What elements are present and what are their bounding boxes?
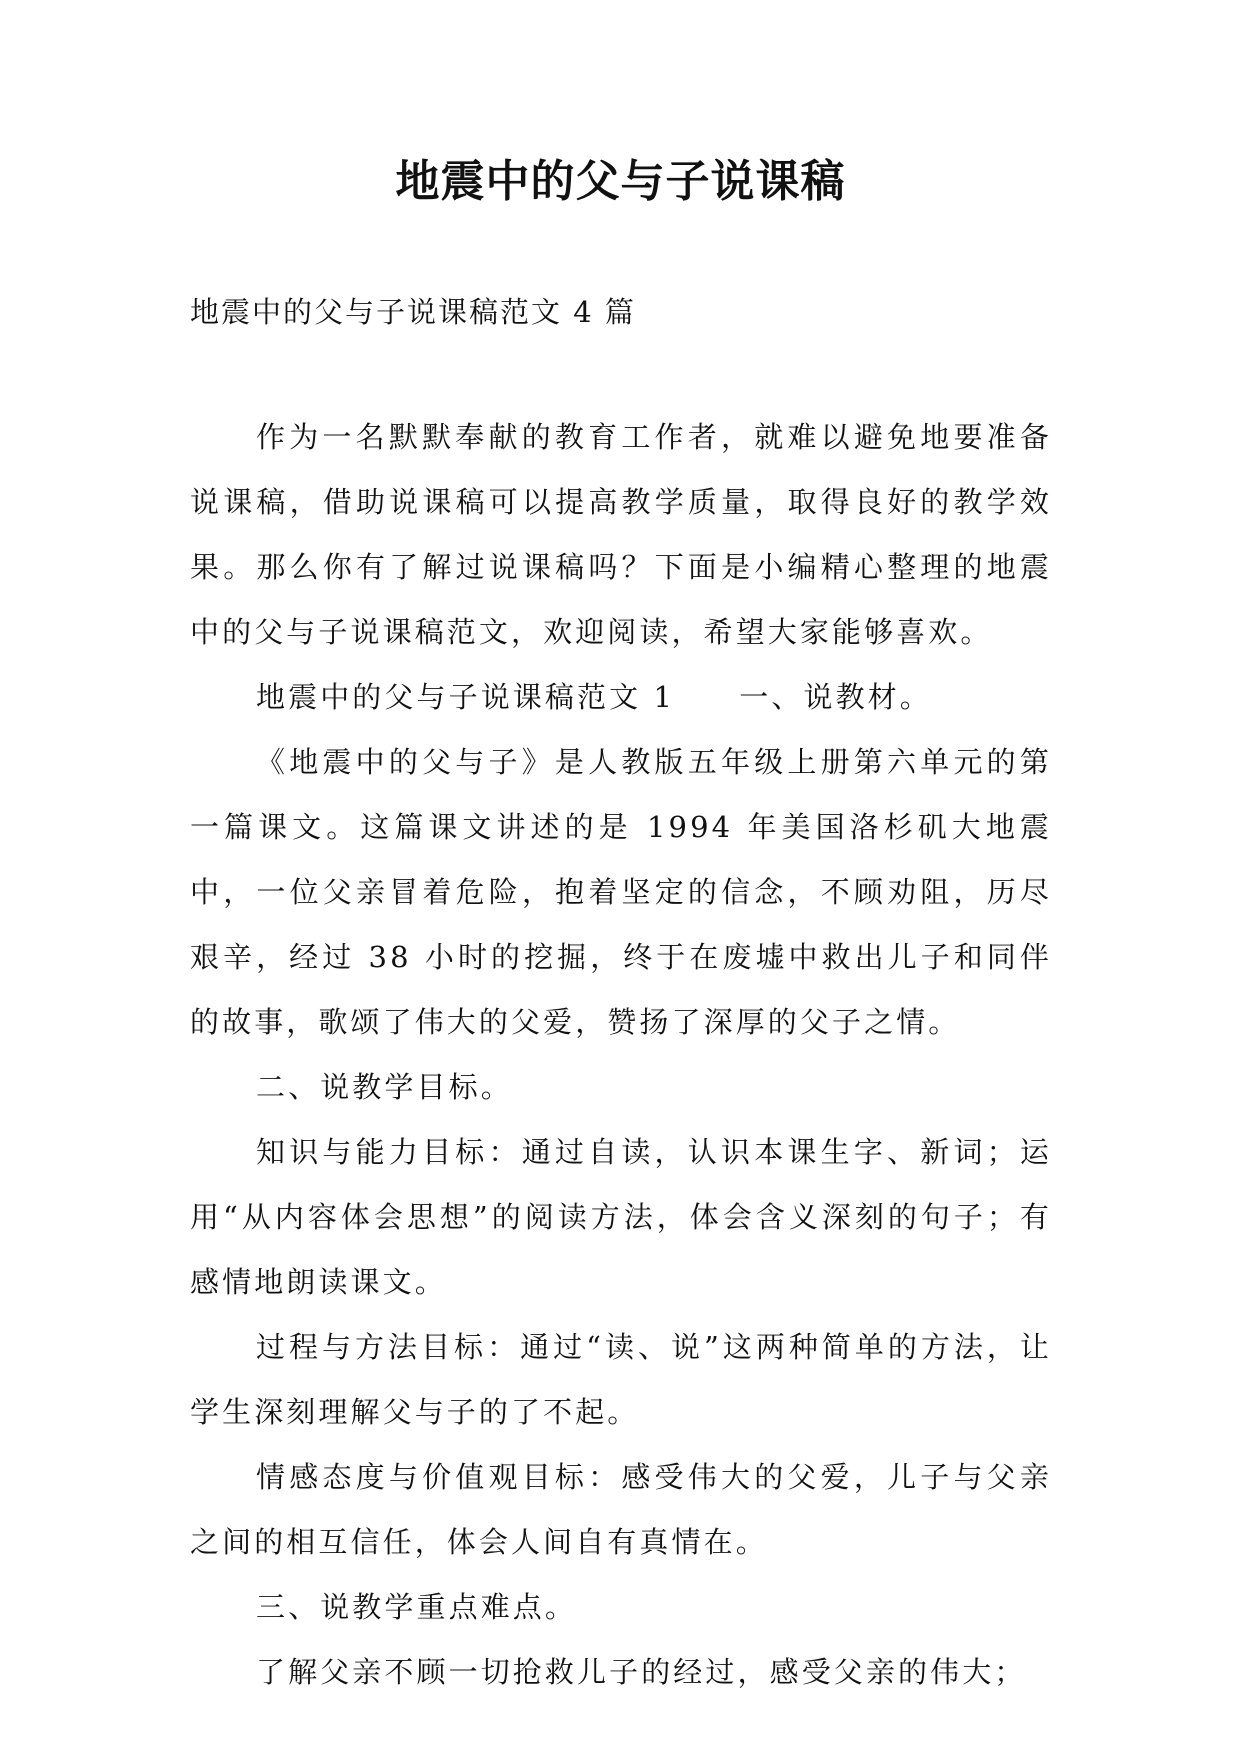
paragraph-textbook-description: 《地震中的父与子》是人教版五年级上册第六单元的第一篇课文。这篇课文讲述的是 1994 年美国洛杉矶大地震中，一位父亲冒着危险，抱着坚定的信念，不顾劝阻，历尽艰辛，经过 38 小时的挖掘，终于在废墟中救出儿子和同伴的故事，歌颂了伟大的父爱，赞扬了深厚的父子之情。	[190, 745, 1052, 1039]
paragraph-process-goal: 过程与方法目标：通过“读、说”这两种简单的方法，让学生深刻理解父与子的了不起。	[190, 1330, 1052, 1429]
paragraph-knowledge-goal: 知识与能力目标：通过自读，认识本课生字、新词；运用“从内容体会思想”的阅读方法，体会含义深刻的句子；有感情地朗读课文。	[190, 1135, 1052, 1299]
document-subtitle: 地震中的父与子说课稿范文 4 篇	[190, 295, 636, 329]
paragraph-heading-teaching-goals: 二、说教学目标。	[256, 1070, 513, 1104]
paragraph-heading-key-points: 三、说教学重点难点。	[256, 1590, 578, 1624]
paragraph-intro: 作为一名默默奉献的教育工作者，就难以避免地要准备说课稿，借助说课稿可以提高教学质量，取得良好的教学效果。那么你有了解过说课稿吗？下面是小编精心整理的地震中的父与子说课稿范文，欢迎阅读，希望大家能够喜欢。	[190, 420, 1052, 649]
paragraph-emotion-goal: 情感态度与价值观目标：感受伟大的父爱，儿子与父亲之间的相互信任，体会人间自有真情在。	[190, 1460, 1052, 1559]
document-title: 地震中的父与子说课稿	[395, 156, 846, 207]
paragraph-key-points: 了解父亲不顾一切抢救儿子的经过，感受父亲的伟大；	[256, 1655, 1027, 1689]
document-body	[190, 405, 1052, 1705]
paragraph-section-heading-textbook: 地震中的父与子说课稿范文 1 一、说教材。	[256, 680, 932, 714]
